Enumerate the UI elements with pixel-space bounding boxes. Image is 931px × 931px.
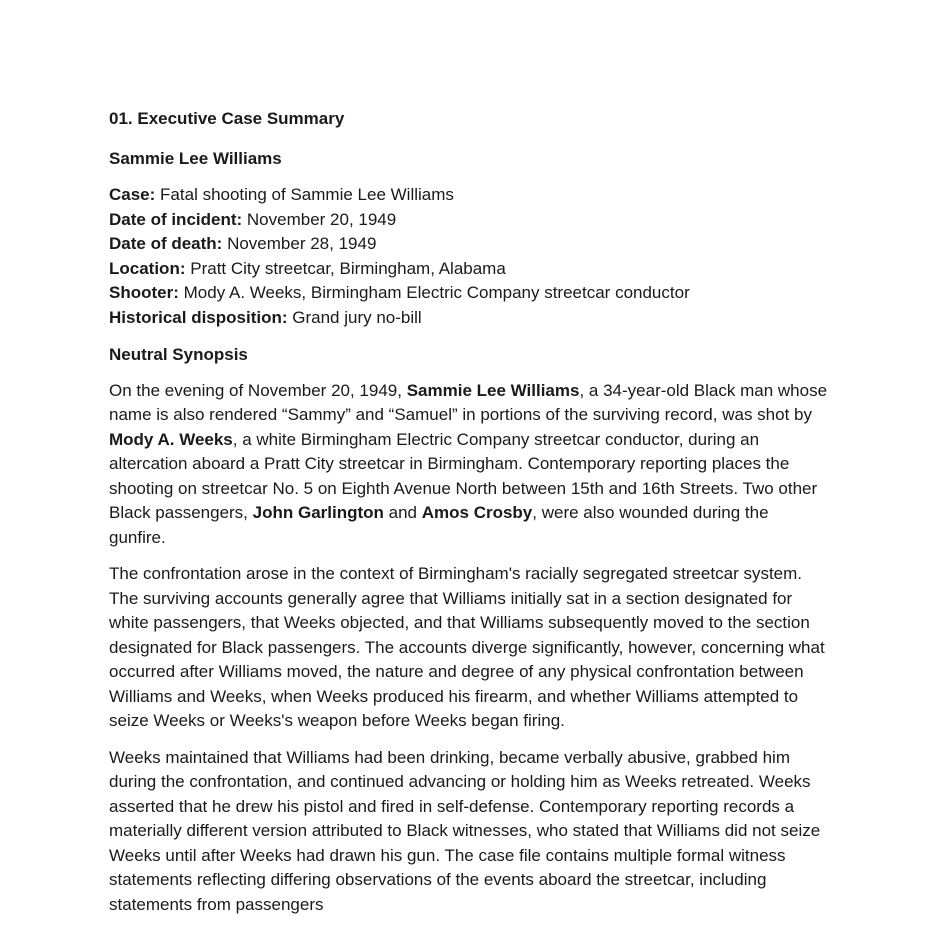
fact-value: November 28, 1949 [227, 234, 377, 254]
document-page [109, 107, 829, 929]
fact-value: Grand jury no-bill [292, 307, 422, 327]
synopsis-text: and [383, 503, 422, 523]
case-facts [109, 183, 829, 331]
fact-label: Date of death: [109, 234, 223, 254]
synopsis-paragraph-1 [109, 379, 829, 551]
fact-label: Historical disposition: [109, 307, 288, 327]
fact-shooter [109, 281, 829, 306]
fact-label: Shooter: [109, 283, 179, 303]
person-name-weeks: Mody A. Weeks [109, 429, 233, 449]
synopsis-paragraph-2: The confrontation arose in the context of Birmingham's racially segregated streetcar system. The surviving accounts generally agree that Williams initially sat in a section designated for white passengers, that Weeks objected, and that Williams subsequently moved to the section designated for Black passengers. The accounts diverge significantly, however, concerning what occurred after Williams moved, the nature and degree of any physical confrontation between Williams and Weeks, when Weeks produced his firearm, and whether Williams attempted to seize Weeks or Weeks's weapon before Weeks began firing. [109, 564, 825, 731]
fact-label: Location: [109, 258, 186, 278]
synopsis-text: , were also wounded during the gunfire. [109, 503, 769, 547]
subject-name: Sammie Lee Williams [109, 149, 282, 168]
fact-location [109, 257, 829, 282]
person-name-crosby: Amos Crosby [421, 503, 533, 523]
fact-case [109, 183, 829, 208]
section-title: 01. Executive Case Summary [109, 109, 345, 128]
fact-value: Mody A. Weeks, Birmingham Electric Company streetcar conductor [183, 283, 690, 303]
fact-value: Fatal shooting of Sammie Lee Williams [160, 185, 454, 204]
fact-label: Case: [109, 185, 156, 204]
person-name-garlington: John Garlington [252, 503, 384, 523]
fact-historical-disposition [109, 306, 829, 331]
person-name-williams: Sammie Lee Williams [406, 380, 580, 400]
synopsis-paragraph-3: Weeks maintained that Williams had been drinking, became verbally abusive, grabbed him during the confrontation, and continued advancing or holding him as Weeks retreated. Weeks asserted that he drew his pistol and fired in self-defense. Contemporary reporting records a materially different version attributed to Black witnesses, who stated that Williams did not seize Weeks until after Weeks had drawn his gun. The case file contains multiple formal witness statements reflecting differing observations of the events aboard the streetcar, including statements from passengers [109, 747, 821, 914]
fact-label: Date of incident: [109, 209, 243, 229]
fact-value: Pratt City streetcar, Birmingham, Alabama [190, 258, 506, 278]
fact-value: November 20, 1949 [246, 209, 397, 229]
fact-date-of-death [109, 232, 829, 257]
fact-date-of-incident [109, 208, 829, 233]
synopsis-text: , a white Birmingham Electric Company streetcar conductor, during an altercation aboard a Pratt City streetcar in Birmingham. Contemporary reporting places the shooting on streetcar No. 5 on Eighth Avenue North between 15th and 16th Streets. Two other Black passengers, [109, 429, 818, 523]
synopsis-text: , a 34-year-old Black man whose name is also rendered “Sammy” and “Samuel” in portions of the surviving record, was shot by [109, 380, 828, 425]
synopsis-text: On the evening of November 20, 1949, [109, 380, 407, 400]
synopsis-heading: Neutral Synopsis [109, 344, 248, 364]
